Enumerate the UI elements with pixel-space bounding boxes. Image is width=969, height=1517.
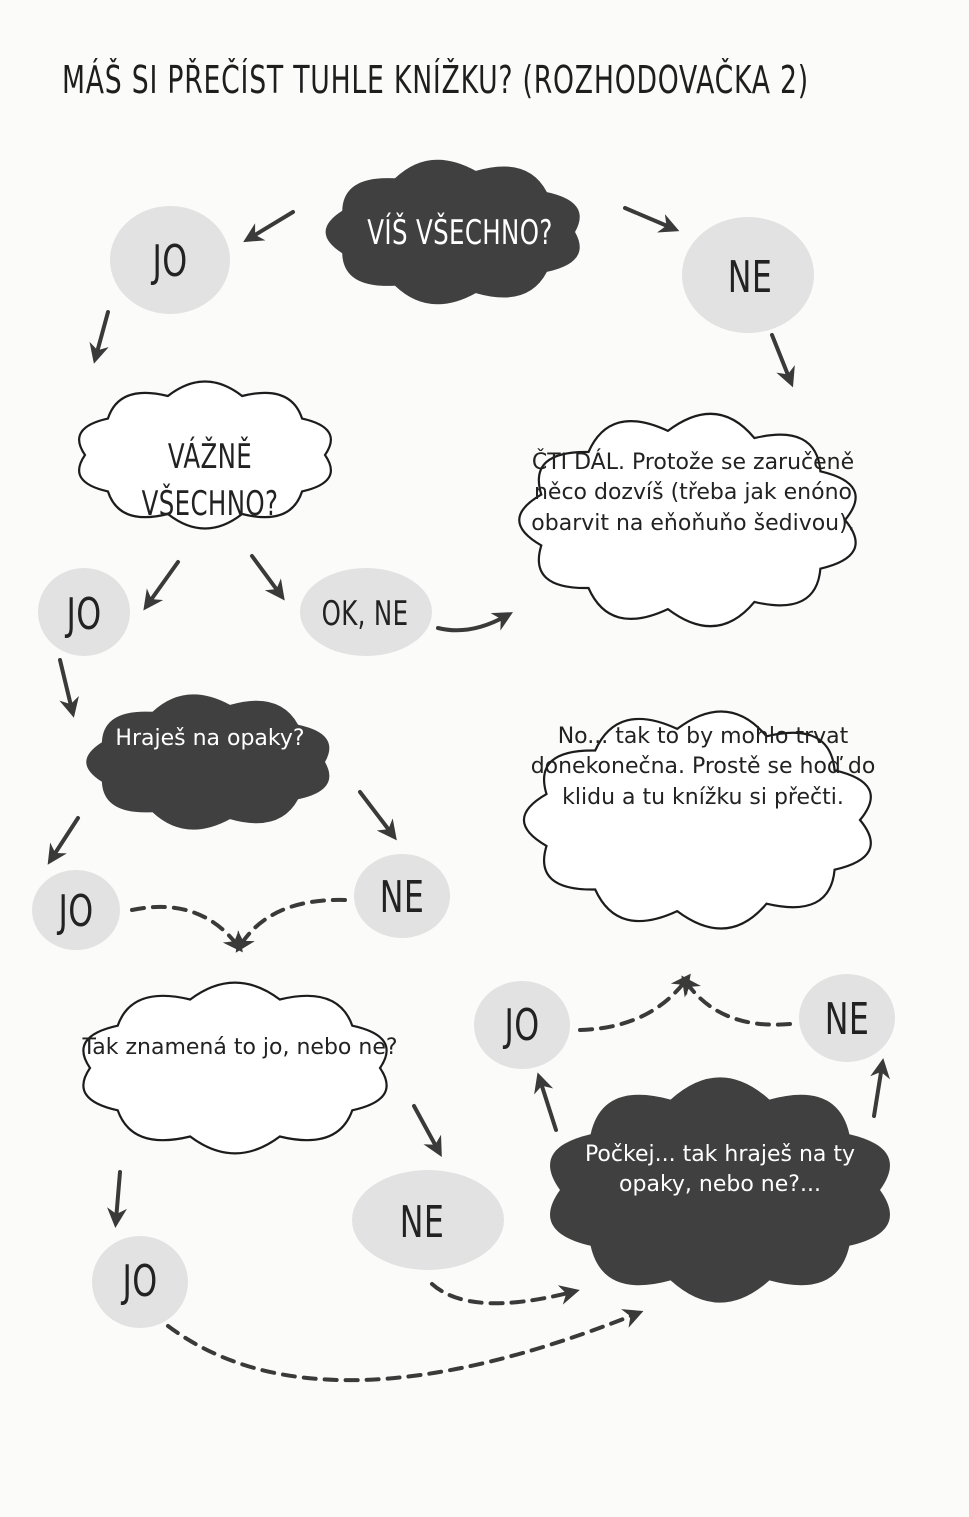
cloud-opaky: [86, 694, 329, 829]
question-vis-vsechno: VÍŠ VŠECHNO?: [367, 213, 553, 253]
answer-jo-4: JO: [122, 1256, 158, 1307]
arrow-pockej-to-jo5: [540, 1080, 556, 1130]
answer-jo-5: JO: [504, 1000, 540, 1051]
arrow-vazne-to-jo2: [148, 562, 178, 604]
arrow-ne5-to-result: [686, 982, 790, 1025]
page-title: MÁŠ SI PŘEČÍST TUHLE KNÍŽKU? (ROZHODOVAČKA 2): [62, 58, 809, 102]
result-cti-dal: ČTI DÁL. Protože se zaručeně něco dozvíš (třeba jak enóno obarvit na eňoňuňo šedivou).: [531, 450, 855, 536]
arrow-jo3-merge: [132, 907, 238, 946]
question-opaky: Hraješ na opaky?: [115, 726, 305, 751]
arrow-jo5-to-result: [580, 980, 686, 1030]
arrow-okne-to-ctidal: [438, 616, 506, 630]
arrow-opaky-to-ne3: [360, 792, 392, 834]
question-pockej: Počkej... tak hraješ na ty opaky, nebo ne?...: [584, 1142, 856, 1198]
arrow-jo1-to-vazne: [96, 312, 108, 356]
arrow-tak-to-ne4: [414, 1106, 438, 1150]
answer-ne-1: NE: [727, 252, 773, 303]
answer-ne-3: NE: [379, 872, 425, 923]
answer-ok-ne: OK, NE: [321, 594, 409, 634]
answer-ne-5: NE: [824, 994, 870, 1045]
arrow-tak-to-jo4: [116, 1172, 120, 1220]
arrow-pockej-to-ne5: [874, 1066, 882, 1116]
arrow-ne4-to-pockej: [432, 1284, 572, 1303]
cloud-tak-znamena: [83, 983, 386, 1154]
result-donekonecna: No... tak to by mohlo trvat donekonečna. Prostě se hoď do klidu a tu knížku si přečti.: [530, 724, 876, 810]
arrow-opaky-to-jo3: [52, 818, 78, 858]
arrow-ne1-to-ctidal: [772, 335, 790, 380]
question-tak-znamena: Tak znamená to jo, nebo ne?: [82, 1035, 398, 1060]
arrow-q1-to-jo: [250, 212, 293, 238]
answer-jo-3: JO: [58, 886, 94, 937]
arrow-ne3-merge: [240, 900, 345, 946]
arrow-vazne-to-okne: [252, 556, 280, 594]
arrow-q1-to-ne: [625, 208, 672, 228]
answer-jo-1: JO: [152, 236, 188, 287]
arrow-jo2-to-opaky: [60, 660, 72, 710]
answer-ne-4: NE: [399, 1197, 445, 1248]
question-vazne-vsechno: VÁŽNĚ VŠECHNO?: [141, 437, 279, 524]
answer-jo-2: JO: [66, 589, 102, 640]
arrow-jo4-to-pockej: [168, 1314, 636, 1380]
